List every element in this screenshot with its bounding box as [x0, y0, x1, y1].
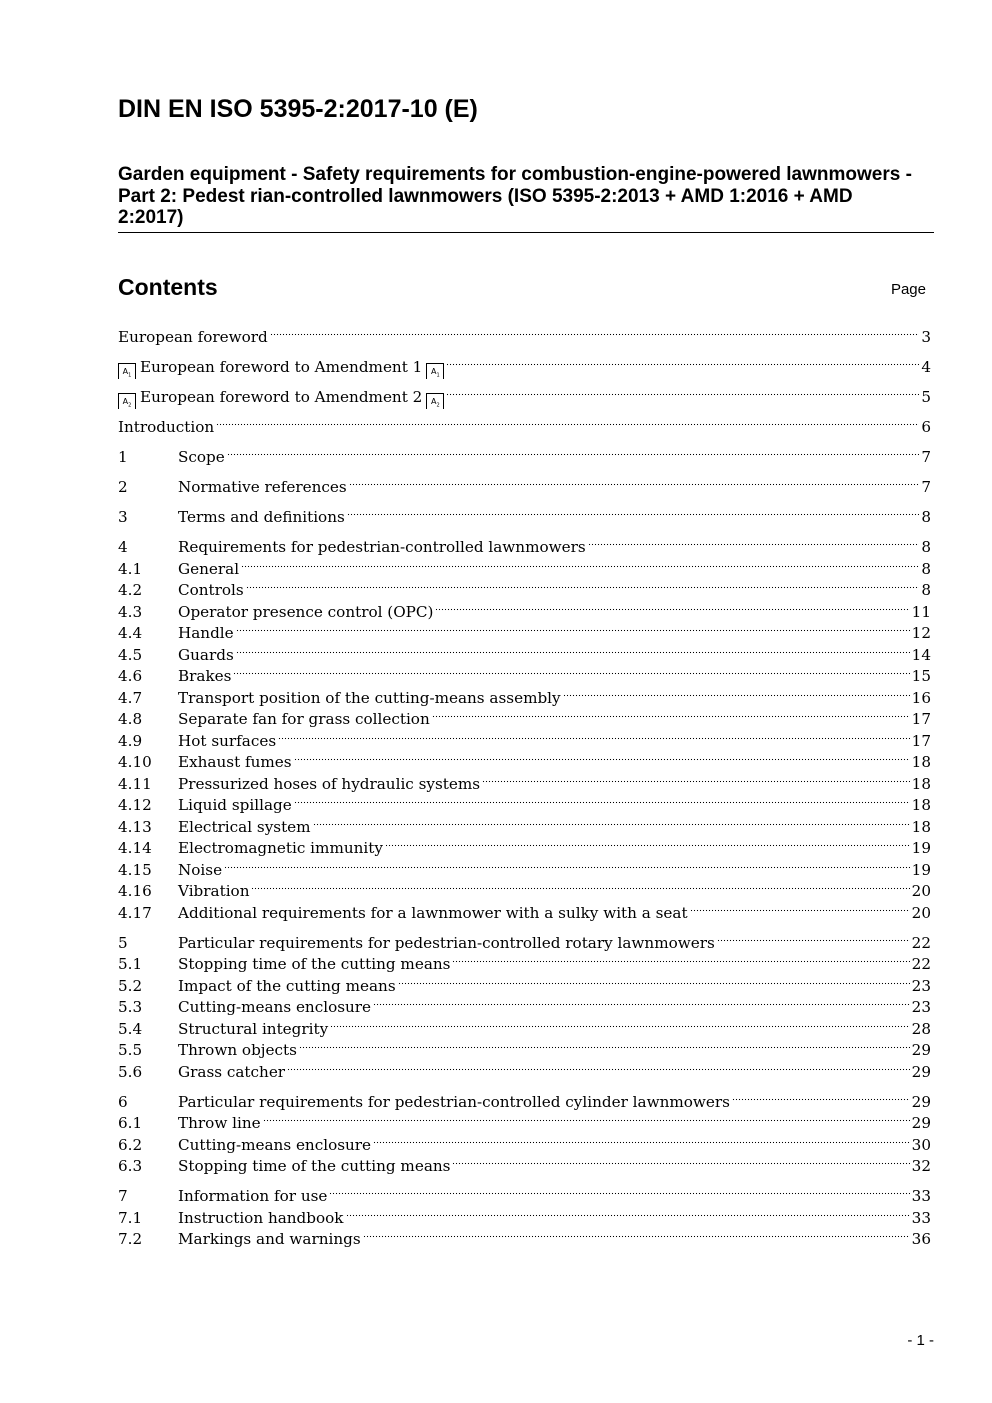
- toc-entry-number: 4.11: [118, 774, 152, 793]
- toc-entry[interactable]: [118, 997, 931, 1019]
- toc-entry-number: 4.1: [118, 559, 143, 578]
- toc-entry-title: Electromagnetic immunity: [178, 839, 383, 857]
- toc-entry-title-wrap: [178, 1208, 344, 1230]
- toc-entry[interactable]: [118, 860, 931, 882]
- toc-entry-page: 32: [911, 1157, 931, 1175]
- toc-entry-page: 22: [911, 955, 931, 973]
- toc-entry-title-wrap: [178, 477, 347, 499]
- toc-entry[interactable]: [118, 688, 931, 710]
- toc-entry-number: 2: [118, 478, 128, 496]
- page-number: - 1 -: [907, 1332, 934, 1349]
- toc-entry-title-wrap: [118, 417, 214, 439]
- toc-entry-page: 18: [911, 817, 931, 836]
- toc-entry-title-wrap: [178, 623, 234, 645]
- toc-entry-title-wrap: [178, 709, 430, 731]
- toc-entry-title-wrap: [178, 1135, 371, 1157]
- toc-entry[interactable]: [118, 881, 931, 903]
- toc-entry-page: 17: [911, 731, 931, 750]
- toc-entry[interactable]: [118, 709, 931, 731]
- toc-dot-leader: [385, 842, 910, 850]
- toc-entry-page: 7: [921, 478, 931, 496]
- toc-entry-title-wrap: [178, 688, 561, 710]
- toc-entry-number: 4: [118, 538, 128, 556]
- toc-entry-page: 8: [921, 559, 931, 578]
- toc-entry-title: Stopping time of the cutting means: [178, 1157, 451, 1175]
- toc-entry-page: 36: [911, 1230, 931, 1248]
- toc-entry-page: 4: [921, 358, 931, 376]
- toc-entry[interactable]: [118, 976, 931, 998]
- toc-entry[interactable]: [118, 507, 931, 529]
- toc-entry-title-wrap: [178, 817, 311, 839]
- toc-entry[interactable]: [118, 731, 931, 753]
- title-divider: [118, 232, 934, 233]
- toc-entry-title: European foreword to Amendment 2: [140, 388, 423, 406]
- toc-entry-title-wrap: [178, 1156, 450, 1178]
- toc-entry[interactable]: [118, 645, 931, 667]
- toc-entry[interactable]: [118, 357, 931, 379]
- toc-entry-title: Electrical system: [178, 817, 311, 836]
- toc-entry[interactable]: [118, 447, 931, 469]
- toc-entry-title-wrap: [178, 752, 292, 774]
- toc-dot-leader: [313, 821, 910, 829]
- toc-entry-number: 4.13: [118, 817, 152, 836]
- toc-entry[interactable]: [118, 1113, 931, 1135]
- toc-entry-title-wrap: [178, 1092, 730, 1114]
- toc-entry-title: Scope: [178, 448, 225, 466]
- toc-entry-title-wrap: [178, 774, 480, 796]
- toc-entry-number: 5.3: [118, 998, 143, 1016]
- toc-entry-title: Requirements for pedestrian-controlled lawnmowers: [178, 538, 586, 556]
- toc-entry-number: 4.8: [118, 710, 143, 728]
- toc-entry-title: European foreword: [118, 328, 268, 346]
- toc-entry-title: Transport position of the cutting-means assembly: [178, 688, 561, 707]
- toc-entry-page: 19: [911, 839, 931, 857]
- toc-entry[interactable]: [118, 1229, 931, 1251]
- toc-entry[interactable]: [118, 752, 931, 774]
- toc-entry-title: Normative references: [178, 478, 347, 496]
- toc-dot-leader: [330, 1023, 909, 1031]
- toc-dot-leader: [347, 511, 920, 519]
- toc-entry-title: Cutting-means enclosure: [178, 998, 372, 1016]
- toc-entry[interactable]: [118, 774, 931, 796]
- toc-entry[interactable]: [118, 933, 931, 955]
- toc-entry-page: 15: [911, 667, 931, 685]
- toc-entry-page: 20: [911, 882, 931, 900]
- toc-entry-title: Particular requirements for pedestrian-controlled cylinder lawnmowers: [178, 1092, 730, 1111]
- toc-entry-title-wrap: [178, 954, 450, 976]
- toc-dot-leader: [446, 361, 919, 369]
- toc-entry-title-wrap: [178, 1229, 361, 1251]
- toc-entry[interactable]: [118, 1135, 931, 1157]
- toc-dot-leader: [236, 627, 910, 635]
- toc-dot-leader: [278, 735, 910, 743]
- toc-entry-title-wrap: [118, 327, 268, 349]
- toc-entry-title: Additional requirements for a lawnmower with a sulky with a seat: [178, 903, 688, 922]
- toc-entry[interactable]: [118, 1156, 931, 1178]
- toc-dot-leader: [294, 799, 910, 807]
- document-title: DIN EN ISO 5395-2:2017-10 (E): [118, 95, 478, 123]
- toc-entry-title: European foreword to Amendment 1: [140, 358, 423, 376]
- toc-dot-leader: [224, 864, 910, 872]
- toc-entry-title: Guards: [178, 645, 234, 664]
- amendment-start-marker-icon: $A_2$: [118, 393, 136, 409]
- toc-entry-number: 5: [118, 933, 128, 952]
- toc-entry[interactable]: [118, 903, 931, 925]
- toc-entry-number: 1: [118, 448, 128, 466]
- toc-entry-title: Terms and definitions: [178, 508, 345, 526]
- toc-dot-leader: [563, 692, 910, 700]
- toc-entry[interactable]: [118, 327, 931, 349]
- toc-entry-title: Brakes: [178, 667, 232, 685]
- toc-entry-page: 23: [911, 998, 931, 1016]
- toc-entry-title: Noise: [178, 860, 223, 879]
- toc-entry-number: 4.5: [118, 645, 143, 664]
- toc-entry[interactable]: [118, 387, 931, 409]
- toc-entry[interactable]: [118, 580, 931, 602]
- table-of-contents: [118, 327, 931, 1251]
- toc-entry[interactable]: [118, 537, 931, 559]
- toc-entry-page: 12: [911, 624, 931, 642]
- toc-dot-leader: [373, 1001, 910, 1009]
- toc-entry-page: 29: [911, 1062, 931, 1081]
- toc-dot-leader: [263, 1117, 910, 1125]
- toc-entry-title: Thrown objects: [178, 1041, 297, 1059]
- toc-entry[interactable]: [118, 417, 931, 439]
- toc-entry-page: 11: [911, 602, 931, 621]
- toc-entry[interactable]: [118, 602, 931, 624]
- toc-entry-page: 7: [921, 448, 931, 466]
- toc-entry-page: 18: [911, 796, 931, 814]
- amendment-end-marker-icon: $A_2$: [426, 393, 444, 409]
- toc-dot-leader: [227, 451, 920, 459]
- contents-heading: Contents: [118, 274, 218, 300]
- toc-entry-page: 14: [911, 645, 931, 664]
- toc-dot-leader: [435, 606, 909, 614]
- toc-entry-title-wrap: [178, 860, 222, 882]
- toc-entry-page: 20: [911, 903, 931, 922]
- toc-entry-page: 3: [921, 328, 931, 346]
- toc-entry-page: 18: [911, 774, 931, 793]
- toc-entry-page: 5: [921, 388, 931, 406]
- toc-entry-title-wrap: [178, 795, 292, 817]
- toc-entry-title: Vibration: [178, 882, 250, 900]
- toc-dot-leader: [588, 541, 920, 549]
- toc-entry[interactable]: [118, 1062, 931, 1084]
- toc-entry-page: 8: [921, 581, 931, 599]
- toc-entry[interactable]: [118, 795, 931, 817]
- toc-entry-title: Information for use: [178, 1187, 328, 1205]
- toc-entry-page: 19: [911, 860, 931, 879]
- toc-entry-title: Stopping time of the cutting means: [178, 955, 451, 973]
- toc-dot-leader: [717, 937, 910, 945]
- toc-entry-title: Exhaust fumes: [178, 753, 292, 771]
- toc-dot-leader: [690, 907, 910, 915]
- toc-entry-number: 5.1: [118, 955, 143, 973]
- toc-entry[interactable]: [118, 817, 931, 839]
- toc-entry-page: 17: [911, 710, 931, 728]
- toc-entry-page: 8: [921, 508, 931, 526]
- toc-dot-leader: [241, 563, 919, 571]
- toc-entry-title-wrap: [178, 731, 276, 753]
- toc-dot-leader: [452, 1160, 909, 1168]
- toc-entry-number: 5.4: [118, 1019, 143, 1038]
- toc-entry[interactable]: [118, 477, 931, 499]
- toc-entry-number: 5.6: [118, 1062, 143, 1081]
- toc-entry-title-wrap: [178, 602, 433, 624]
- toc-entry[interactable]: [118, 838, 931, 860]
- toc-entry[interactable]: [118, 559, 931, 581]
- toc-entry-title-wrap: [178, 933, 715, 955]
- amendment-start-marker-icon: $A_1$: [118, 363, 136, 379]
- toc-entry-number: 4.6: [118, 667, 143, 685]
- toc-entry-title-wrap: [178, 997, 371, 1019]
- toc-entry-page: 22: [911, 933, 931, 952]
- toc-entry-title: Pressurized hoses of hydraulic systems: [178, 774, 481, 793]
- toc-dot-leader: [373, 1139, 910, 1147]
- toc-entry-title-wrap: [178, 1019, 328, 1041]
- toc-dot-leader: [452, 958, 909, 966]
- toc-entry-number: 6: [118, 1092, 128, 1111]
- toc-entry-number: 4.15: [118, 860, 152, 879]
- toc-entry-number: 7: [118, 1187, 128, 1205]
- toc-entry-number: 4.4: [118, 624, 143, 642]
- toc-entry-number: 7.1: [118, 1208, 143, 1227]
- toc-entry-title-wrap: [118, 387, 444, 409]
- toc-entry-number: 3: [118, 508, 128, 526]
- toc-entry-number: 4.12: [118, 796, 152, 814]
- toc-dot-leader: [363, 1233, 910, 1241]
- toc-entry-page: 16: [911, 688, 931, 707]
- toc-dot-leader: [329, 1190, 909, 1198]
- toc-entry-number: 4.14: [118, 839, 152, 857]
- toc-entry-number: 6.1: [118, 1114, 143, 1132]
- toc-dot-leader: [216, 421, 919, 429]
- toc-dot-leader: [236, 649, 910, 657]
- toc-entry-page: 23: [911, 976, 931, 995]
- toc-entry-page: 29: [911, 1114, 931, 1132]
- toc-entry-title: Handle: [178, 624, 234, 642]
- toc-entry-number: 4.3: [118, 602, 143, 621]
- toc-entry-page: 28: [911, 1019, 931, 1038]
- toc-entry[interactable]: [118, 1186, 931, 1208]
- page-column-label: Page: [890, 281, 926, 298]
- toc-entry-number: 5.5: [118, 1041, 143, 1059]
- toc-dot-leader: [432, 713, 910, 721]
- toc-entry-title: Operator presence control (OPC): [178, 602, 434, 621]
- toc-entry-number: 5.2: [118, 976, 143, 995]
- toc-dot-leader: [294, 756, 910, 764]
- toc-entry[interactable]: [118, 1040, 931, 1062]
- toc-entry-title: Particular requirements for pedestrian-controlled rotary lawnmowers: [178, 933, 715, 952]
- toc-entry-title: Throw line: [178, 1114, 261, 1132]
- toc-entry-title: General: [178, 559, 240, 578]
- toc-entry-page: 33: [911, 1208, 931, 1227]
- toc-entry-page: 8: [921, 538, 931, 556]
- toc-entry-title: Grass catcher: [178, 1062, 286, 1081]
- toc-dot-leader: [270, 331, 920, 339]
- toc-entry-page: 29: [911, 1092, 931, 1111]
- toc-entry-title-wrap: [178, 580, 244, 602]
- toc-entry-number: 6.2: [118, 1135, 143, 1154]
- toc-entry-title: Cutting-means enclosure: [178, 1135, 372, 1154]
- document-subtitle: Garden equipment - Safety requirements for combustion-engine-powered lawnmowers - Part 2: Pedest rian-controlled lawnmowers (ISO 5395-2:2013 + AMD 1:2016 + AMD 2:2017): [118, 164, 912, 228]
- toc-entry-title-wrap: [178, 881, 249, 903]
- toc-dot-leader: [246, 584, 920, 592]
- toc-dot-leader: [346, 1212, 910, 1220]
- toc-entry-title-wrap: [178, 838, 383, 860]
- toc-entry[interactable]: [118, 1019, 931, 1041]
- toc-entry-title-wrap: [178, 537, 586, 559]
- toc-dot-leader: [349, 481, 920, 489]
- toc-dot-leader: [732, 1096, 910, 1104]
- toc-entry-page: 30: [911, 1135, 931, 1154]
- toc-dot-leader: [299, 1044, 910, 1052]
- toc-entry-title-wrap: [178, 903, 688, 925]
- toc-dot-leader: [287, 1066, 910, 1074]
- toc-entry-page: 29: [911, 1041, 931, 1059]
- toc-entry-title-wrap: [178, 1062, 285, 1084]
- toc-dot-leader: [251, 885, 909, 893]
- toc-entry-title: Markings and warnings: [178, 1230, 361, 1248]
- toc-entry-number: 6.3: [118, 1157, 143, 1175]
- toc-entry-title: Introduction: [118, 418, 215, 436]
- toc-entry-page: 18: [911, 753, 931, 771]
- toc-entry-number: 7.2: [118, 1230, 143, 1248]
- toc-entry-title: Controls: [178, 581, 244, 599]
- toc-entry-title: Hot surfaces: [178, 731, 277, 750]
- toc-entry-title: Structural integrity: [178, 1019, 329, 1038]
- toc-entry-title: Impact of the cutting means: [178, 976, 396, 995]
- toc-entry-number: 4.17: [118, 903, 152, 922]
- toc-entry-number: 4.16: [118, 882, 152, 900]
- toc-entry-number: 4.2: [118, 581, 143, 599]
- toc-entry-title-wrap: [178, 507, 345, 529]
- toc-entry[interactable]: [118, 666, 931, 688]
- toc-entry-title: Separate fan for grass collection: [178, 710, 430, 728]
- toc-entry-title-wrap: [178, 559, 239, 581]
- toc-entry-number: 4.10: [118, 753, 152, 771]
- toc-entry-title-wrap: [178, 645, 234, 667]
- toc-entry-title-wrap: [118, 357, 444, 379]
- toc-entry[interactable]: [118, 623, 931, 645]
- toc-entry-title: Liquid spillage: [178, 796, 292, 814]
- toc-entry-title-wrap: [178, 1186, 327, 1208]
- toc-entry-page: 6: [921, 418, 931, 436]
- toc-entry[interactable]: [118, 1092, 931, 1114]
- toc-dot-leader: [446, 391, 919, 399]
- toc-entry-title: Instruction handbook: [178, 1208, 344, 1227]
- toc-entry-title-wrap: [178, 1113, 261, 1135]
- toc-entry[interactable]: [118, 954, 931, 976]
- toc-entry-number: 4.7: [118, 688, 143, 707]
- toc-entry-title-wrap: [178, 666, 231, 688]
- toc-entry[interactable]: [118, 1208, 931, 1230]
- toc-entry-page: 33: [911, 1187, 931, 1205]
- toc-entry-title-wrap: [178, 976, 396, 998]
- toc-entry-title-wrap: [178, 447, 225, 469]
- amendment-end-marker-icon: $A_1$: [426, 363, 444, 379]
- toc-dot-leader: [482, 778, 910, 786]
- toc-dot-leader: [233, 670, 909, 678]
- toc-entry-number: 4.9: [118, 731, 143, 750]
- toc-entry-title-wrap: [178, 1040, 297, 1062]
- toc-dot-leader: [398, 980, 910, 988]
